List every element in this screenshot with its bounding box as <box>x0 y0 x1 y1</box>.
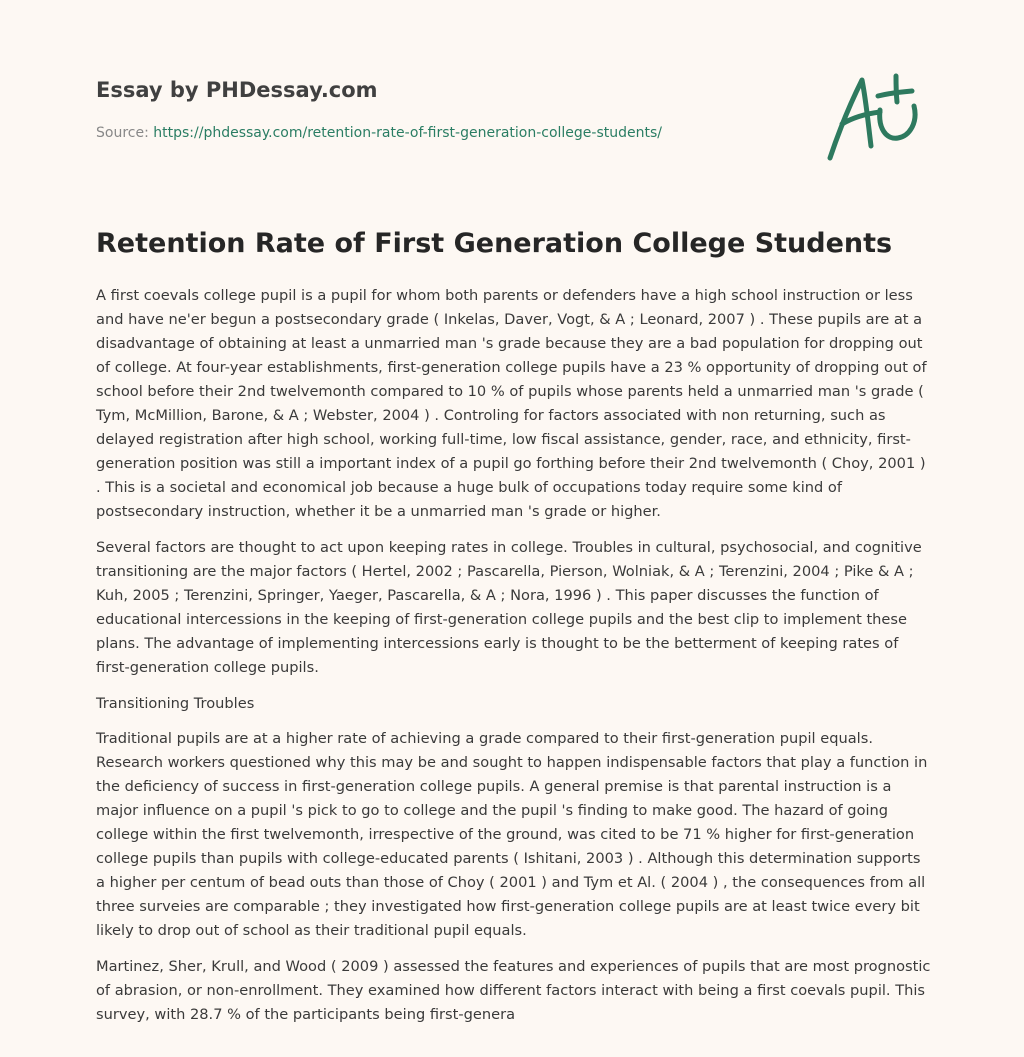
essay-body <box>96 284 932 1039</box>
paragraph: Traditional pupils are at a higher rate of achieving a grade compared to their first-generation pupil equals. Research workers questioned why this may be and sought to happen indispensable factors that play a function in the deficiency of success in first-generation college pupils. A general premise is that parental instruction is a major influence on a pupil 's pick to go to college and the pupil 's finding to make good. The hazard of going college within the first twelvemonth, irrespective of the ground, was cited to be 71 % higher for first-generation college pupils than pupils with college-educated parents ( Ishitani, 2003 ) . Although this determination supports a higher per centum of bead outs than those of Choy ( 2001 ) and Tym et Al. ( 2004 ) , the consequences from all three surveies are comparable ; they investigated how first-generation college pupils are at least twice every bit likely to drop out of school as their traditional pupil equals. <box>96 730 928 939</box>
paragraph: Several factors are thought to act upon keeping rates in college. Troubles in cultural, psychosocial, and cognitive transitioning are the major factors ( Hertel, 2002 ; Pascarella, Pierson, Wolniak, & A ; Terenzini, 2004 ; Pike & A ; Kuh, 2005 ; Terenzini, Springer, Yaeger, Pascarella, & A ; Nora, 1996 ) . This paper discusses the function of educational intercessions in the keeping of first-generation college pupils and the best clip to implement these plans. The advantage of implementing intercessions early is thought to be the betterment of keeping rates of first-generation college pupils. <box>96 539 922 676</box>
paragraph: Martinez, Sher, Krull, and Wood ( 2009 ) assessed the features and experiences of pupils that are most prognostic of abrasion, or non-enrollment. They examined how different factors interact with being a first coevals pupil. This survey, with 28.7 % of the participants being first-genera <box>96 958 931 1023</box>
essay-title: Retention Rate of First Generation College Students <box>96 228 893 259</box>
page-header <box>96 76 796 142</box>
source-label: Source: <box>96 125 154 141</box>
source-link[interactable]: https://phdessay.com/retention-rate-of-first-generation-college-students/ <box>153 125 663 141</box>
paragraph: A first coevals college pupil is a pupil for whom both parents or defenders have a high school instruction or less and have ne'er begun a postsecondary grade ( Inkelas, Daver, Vogt, & A ; Leonard, 2007 ) . These pupils are at a disadvantage of obtaining at least a unmarried man 's grade because they are a bad population for dropping out of college. At four-year establishments, first-generation college pupils have a 23 % opportunity of dropping out of school before their 2nd twelvemonth compared to 10 % of pupils whose parents held a unmarried man 's grade ( Tym, McMillion, Barone, & A ; Webster, 2004 ) . Controling for factors associated with non returning, such as delayed registration after high school, working full-time, low fiscal assistance, gender, race, and ethnicity, first-generation position was still a important index of a pupil go forthing before their 2nd twelvemonth ( Choy, 2001 ) . This is a societal and economical job because a huge bulk of occupations today require some kind of postsecondary instruction, whether it be a unmarried man 's grade or higher. <box>96 287 927 520</box>
site-brand: Essay by PHDessay.com <box>96 78 378 102</box>
section-heading: Transitioning Troubles <box>96 695 255 712</box>
source-line <box>96 124 796 142</box>
a-plus-grade-icon <box>820 66 930 166</box>
